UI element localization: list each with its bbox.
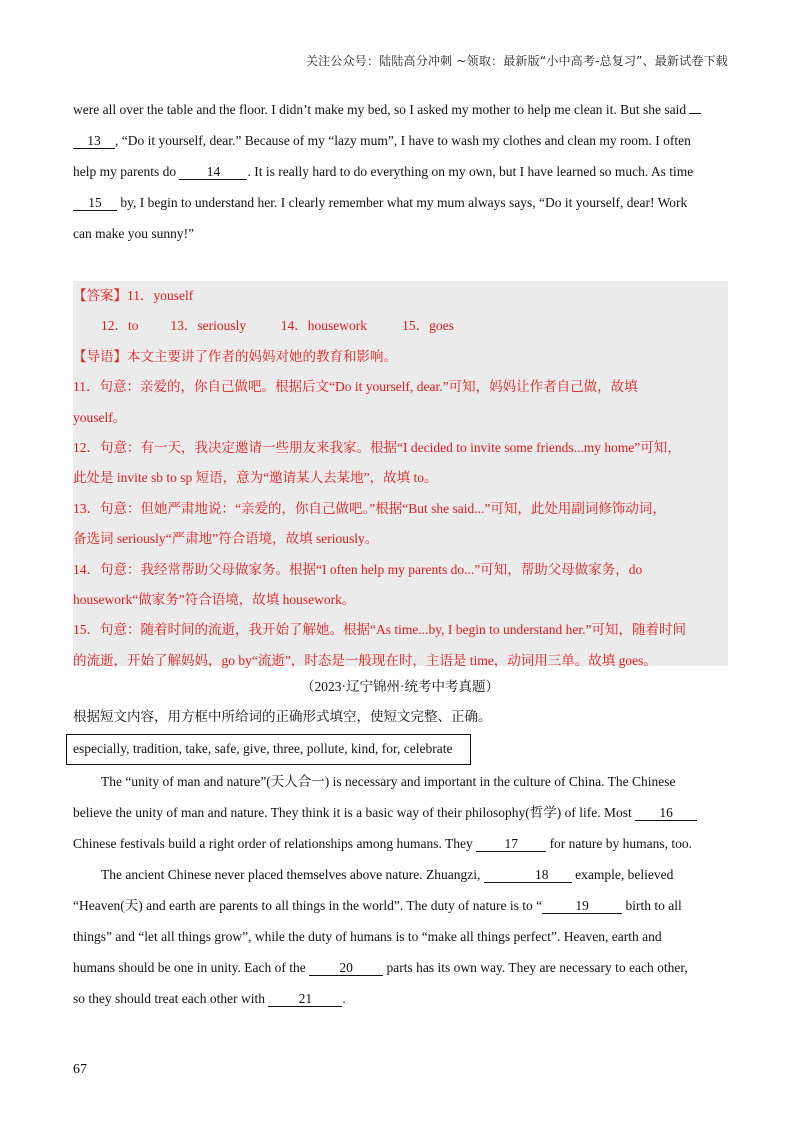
passage-two bbox=[73, 766, 728, 1014]
passage-line: things” and “let all things grow”, while the duty of humans is to “make all things perfect”. Heaven, earth and bbox=[73, 929, 662, 944]
explanation-line: housework“做家务”符合语境，故填 housework。 bbox=[73, 592, 356, 608]
explanation-line: 此处是 invite sb to sp 短语，意为“邀请某人去某地”，故填 to。 bbox=[73, 470, 438, 486]
page-number: 67 bbox=[73, 1062, 87, 1077]
question-instruction: 根据短文内容，用方框中所给词的正确形式填空，使短文完整、正确。 bbox=[73, 709, 492, 724]
explanation-line: 12．句意：有一天，我决定邀请一些朋友来我家。根据“I decided to invite some friends...my home”可知， bbox=[73, 440, 681, 456]
blank-12 bbox=[689, 113, 701, 114]
passage-line: Chinese festivals build a right order of relationships among humans. They 17 for nature by humans, too. bbox=[73, 836, 693, 851]
passage-line: The “unity of man and nature”(天人合一) is necessary and important in the culture of China. The Chinese bbox=[101, 774, 676, 789]
passage-line: believe the unity of man and nature. They think it is a basic way of their philosophy(哲学) of life. Most 16 bbox=[73, 797, 728, 828]
explanation-line: youself。 bbox=[73, 409, 127, 425]
blank-15: 15 bbox=[73, 196, 117, 211]
word-bank-box: especially, tradition, take, safe, give, three, pollute, kind, for, celebrate bbox=[66, 734, 471, 765]
passage-line: The ancient Chinese never placed themselves above nature. Zhuangzi, 18 example, believed bbox=[101, 867, 674, 882]
explanation-line: 15．句意：随着时间的流逝，我开始了解她。根据“As time...by, I begin to understand her.”可知，随着时间 bbox=[73, 622, 686, 638]
blank-16: 16 bbox=[635, 806, 697, 821]
passage-line: help my parents do 14 . It is really hard to do everything on my own, but I have learned so much. As time bbox=[73, 164, 694, 179]
blank-13: 13 bbox=[73, 134, 115, 149]
guide-line: 【导语】本文主要讲了作者的妈妈对她的教育和影响。 bbox=[73, 348, 397, 364]
passage-line: “Heaven(天) and earth are parents to all things in the world”. The duty of nature is to “ 19 birth to all bbox=[73, 898, 682, 913]
answer-panel bbox=[73, 281, 728, 666]
passage-line: humans should be one in unity. Each of the 20 parts has its own way. They are necessary to each other, bbox=[73, 960, 688, 975]
page-header: 关注公众号：陆陆高分冲刺 ~领取：最新版“小中高考-总复习”、最新试卷下载 bbox=[305, 54, 728, 68]
blank-18: 18 bbox=[484, 868, 572, 883]
blank-14: 14 bbox=[179, 165, 247, 180]
answer-line: 【答案】11．youself bbox=[73, 288, 194, 303]
passage-line: can make you sunny!” bbox=[73, 226, 195, 241]
passage-line: so they should treat each other with 21 . bbox=[73, 991, 346, 1006]
explanation-line: 备选词 seriously“严肃地”符合语境，故填 seriously。 bbox=[73, 531, 379, 547]
explanation-line: 的流逝，开始了解妈妈，go by“流逝”，时态是一般现在时，主语是 time，动词用三单。故填 goes。 bbox=[73, 652, 657, 668]
passage-line: 15 by, I begin to understand her. I clearly remember what my mum always says, “Do it yourself, dear! Work bbox=[73, 187, 728, 218]
blank-21: 21 bbox=[268, 992, 342, 1007]
question-source: （2023·辽宁锦州·统考中考真题） bbox=[301, 679, 499, 694]
blank-20: 20 bbox=[309, 961, 383, 976]
explanation-line: 11．句意：亲爱的，你自己做吧。根据后文“Do it yourself, dear.”可知，妈妈让作者自己做，故填 bbox=[73, 379, 638, 395]
answer-line: 12．to 13．seriously 14．housework 15．goes bbox=[101, 318, 454, 334]
passage-line: 13 , “Do it yourself, dear.” Because of my “lazy mum”, I have to wash my clothes and clean my room. I often bbox=[73, 125, 728, 156]
explanation-line: 13．句意：但她严肃地说：“亲爱的，你自己做吧。”根据“But she said...”可知，此处用副词修饰动词， bbox=[73, 500, 666, 516]
blank-19: 19 bbox=[542, 899, 622, 914]
passage-line: were all over the table and the floor. I didn’t make my bed, so I asked my mother to help me clean it. But she said bbox=[73, 94, 728, 125]
passage-one bbox=[73, 94, 728, 249]
blank-17: 17 bbox=[476, 837, 546, 852]
explanation-line: 14．句意：我经常帮助父母做家务。根据“I often help my parents do...”可知，帮助父母做家务，do bbox=[73, 561, 643, 577]
